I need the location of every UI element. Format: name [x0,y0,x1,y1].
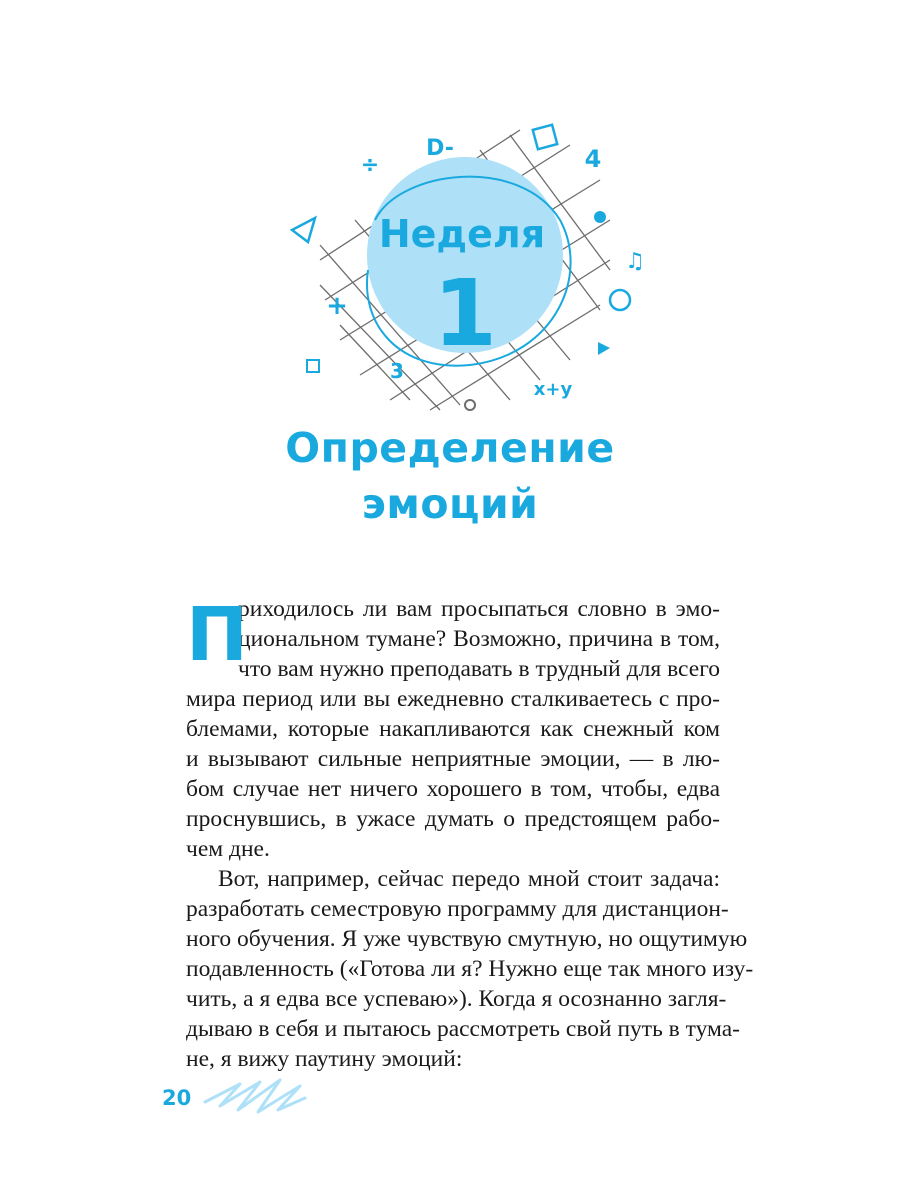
text-line: что вам нужно преподавать в трудный для всего [238,656,720,682]
text-line: мира период или вы ежедневно сталкиваетесь с про- [186,686,720,712]
page-number: 20 [162,1086,192,1110]
text-line: ного обучения. Я уже чувствую смутную, но ощутимую [186,926,748,952]
text-line: разработать семестровую программу для дистанцион- [186,896,729,922]
text-line: блемами, которые накапливаются как снежный ком [186,716,720,742]
text-line: подавленность («Готова ли я? Нужно еще так много изу- [186,956,754,982]
plus-symbol: + [326,291,348,321]
body-text [186,592,754,1074]
music-note-icon: ♫ [625,249,645,274]
text-line: дываю в себя и пытаюсь рассмотреть свой путь в тума- [186,1016,740,1042]
xy-symbol: x+y [533,379,573,400]
ring-shape [610,290,630,310]
text-line: проснувшись, в ужасе думать о предстоящем рабо- [186,806,720,832]
four-symbol: 4 [584,145,602,173]
chapter-title-line-2: эмоций [361,480,539,528]
text-line: чем дне. [186,836,270,862]
text-line: чить, а я едва все успеваю»). Когда я осознанно загля- [186,986,727,1012]
divide-symbol: ÷ [360,153,380,178]
dot-shape [594,211,606,223]
text-line: риходилось ли вам просыпаться словно в эмо- [238,596,720,622]
text-line: бом случае нет ничего хорошего в том, чтобы, едва [186,776,720,802]
week-word: Неделя [378,212,546,256]
three-symbol: 3 [390,359,404,383]
d-symbol: D- [426,136,454,161]
text-line: циональном тумане? Возможно, причина в том, [238,626,720,652]
text-line: Вот, например, сейчас передо мной стоит задача: [218,866,720,892]
triangle-shape [292,218,315,242]
scribble-decoration [200,1072,310,1116]
text-line: не, я вижу паутину эмоций: [186,1046,463,1072]
small-triangle-shape [598,342,610,355]
week-number: 1 [432,260,498,367]
week-emblem [280,110,645,420]
drop-cap: П [186,592,248,678]
paragraph-2 [186,864,754,1074]
small-square-shape [307,360,319,372]
paragraph-1 [186,594,720,864]
chapter-title [0,420,900,532]
chapter-title-line-1: Определение [285,424,615,472]
small-ring-shape [465,400,475,410]
square-shape [533,125,557,149]
text-line: и вызывают сильные неприятные эмоции, — в лю- [186,746,720,772]
